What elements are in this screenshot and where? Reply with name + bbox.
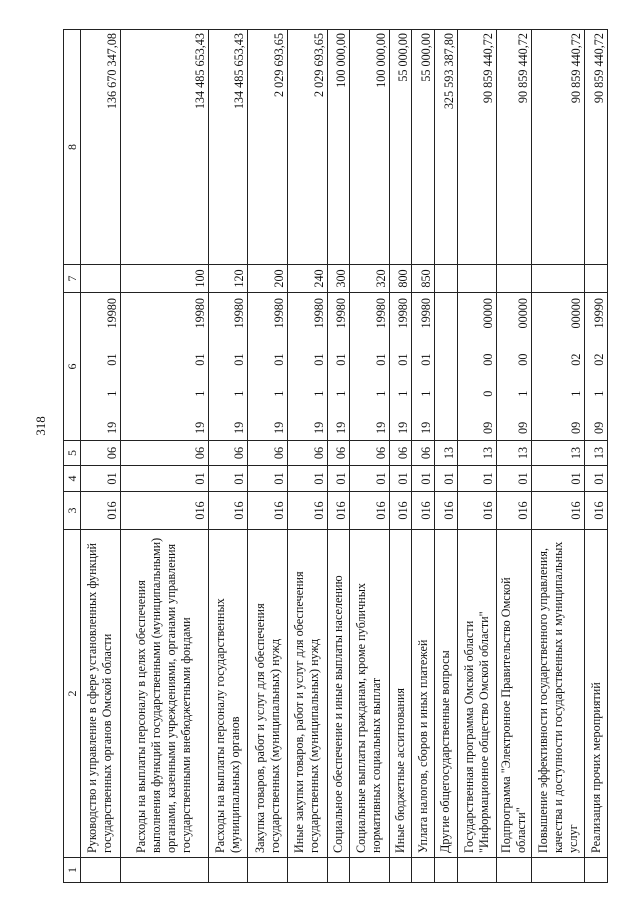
subsection-code-cell: 13 bbox=[457, 441, 497, 466]
amount-cell: 100 000,00 bbox=[350, 30, 390, 265]
row-number-cell bbox=[497, 858, 532, 883]
table-row bbox=[120, 30, 208, 883]
code-part: 09 bbox=[481, 421, 496, 434]
code-part: 00 bbox=[516, 353, 531, 366]
section-code-cell: 01 bbox=[81, 466, 121, 492]
target-article-cell bbox=[434, 293, 457, 441]
target-article-code bbox=[481, 293, 496, 440]
section-code-cell: 01 bbox=[248, 466, 288, 492]
row-number-cell bbox=[585, 858, 608, 883]
header-cell: 7 bbox=[64, 265, 81, 293]
target-article-code bbox=[105, 293, 120, 440]
code-part: 19980 bbox=[192, 298, 207, 329]
table-row bbox=[208, 30, 248, 883]
target-article-cell bbox=[532, 293, 585, 441]
expense-type-cell bbox=[497, 265, 532, 293]
code-part: 19980 bbox=[396, 298, 411, 329]
page-number: 318 bbox=[33, 416, 48, 436]
subsection-code-cell: 06 bbox=[350, 441, 390, 466]
header-cell: 3 bbox=[64, 492, 81, 530]
header-cell: 5 bbox=[64, 441, 81, 466]
expense-type-cell: 100 bbox=[120, 265, 208, 293]
code-part: 09 bbox=[516, 421, 531, 434]
header-cell: 2 bbox=[64, 530, 81, 858]
admin-code-cell: 016 bbox=[585, 492, 608, 530]
target-article-cell bbox=[81, 293, 121, 441]
admin-code-cell: 016 bbox=[532, 492, 585, 530]
code-part: 1 bbox=[396, 390, 411, 397]
item-name-cell: Закупка товаров, работ и услуг для обеспечения государственных (муниципальных) нужд bbox=[248, 530, 288, 858]
subsection-code-cell: 06 bbox=[208, 441, 248, 466]
item-name-cell: Государственная программа Омской области "Информационное общество Омской области" bbox=[457, 530, 497, 858]
admin-code-cell: 016 bbox=[389, 492, 412, 530]
amount-cell: 90 859 440,72 bbox=[497, 30, 532, 265]
header-row bbox=[64, 30, 81, 883]
section-code-cell: 01 bbox=[389, 466, 412, 492]
code-part: 19 bbox=[192, 421, 207, 434]
row-number-cell bbox=[532, 858, 585, 883]
section-code-cell: 01 bbox=[434, 466, 457, 492]
section-code-cell: 01 bbox=[208, 466, 248, 492]
table-row bbox=[81, 30, 121, 883]
code-part: 00000 bbox=[516, 298, 531, 329]
row-number-cell bbox=[457, 858, 497, 883]
code-part: 19980 bbox=[311, 298, 326, 329]
rotated-page bbox=[63, 30, 608, 883]
table-row bbox=[350, 30, 390, 883]
code-part: 01 bbox=[311, 353, 326, 366]
item-name-cell: Повышение эффективности государственного управления, качества и доступности государственных и муниципальных услуг bbox=[532, 530, 585, 858]
code-part: 01 bbox=[104, 353, 119, 366]
code-part: 00000 bbox=[481, 298, 496, 329]
item-name-cell: Иные закупки товаров, работ и услуг для обеспечения государственных (муниципальных) нужд bbox=[287, 530, 327, 858]
code-part: 01 bbox=[396, 353, 411, 366]
admin-code-cell: 016 bbox=[327, 492, 350, 530]
row-number-cell bbox=[120, 858, 208, 883]
subsection-code-cell: 06 bbox=[248, 441, 288, 466]
item-name-cell: Уплата налогов, сборов и иных платежей bbox=[412, 530, 435, 858]
table-row bbox=[497, 30, 532, 883]
item-name-cell: Социальное обеспечение и иные выплаты населению bbox=[327, 530, 350, 858]
section-code-cell: 01 bbox=[327, 466, 350, 492]
expense-type-cell: 800 bbox=[389, 265, 412, 293]
code-part: 19980 bbox=[418, 298, 433, 329]
item-name-cell: Иные бюджетные ассигнования bbox=[389, 530, 412, 858]
amount-cell: 325 593 387,80 bbox=[434, 30, 457, 265]
header-cell: 1 bbox=[64, 858, 81, 883]
target-article-code bbox=[232, 293, 247, 440]
subsection-code-cell: 06 bbox=[412, 441, 435, 466]
target-article-code bbox=[334, 293, 349, 440]
code-part: 19 bbox=[373, 421, 388, 434]
expense-type-cell bbox=[81, 265, 121, 293]
section-code-cell: 01 bbox=[585, 466, 608, 492]
header-cell: 8 bbox=[64, 30, 81, 265]
row-number-cell bbox=[389, 858, 412, 883]
table-row bbox=[327, 30, 350, 883]
expense-type-cell bbox=[532, 265, 585, 293]
amount-cell: 55 000,00 bbox=[412, 30, 435, 265]
amount-cell: 134 485 653,43 bbox=[208, 30, 248, 265]
target-article-code bbox=[592, 293, 607, 440]
amount-cell: 55 000,00 bbox=[389, 30, 412, 265]
section-code-cell: 01 bbox=[412, 466, 435, 492]
admin-code-cell: 016 bbox=[287, 492, 327, 530]
code-part: 19980 bbox=[271, 298, 286, 329]
header-cell: 4 bbox=[64, 466, 81, 492]
code-part: 1 bbox=[418, 390, 433, 397]
expense-type-cell: 300 bbox=[327, 265, 350, 293]
subsection-code-cell: 13 bbox=[585, 441, 608, 466]
target-article-code bbox=[516, 293, 531, 440]
section-code-cell: 01 bbox=[287, 466, 327, 492]
subsection-code-cell: 13 bbox=[532, 441, 585, 466]
table-row bbox=[457, 30, 497, 883]
code-part: 01 bbox=[334, 353, 349, 366]
code-part: 02 bbox=[592, 353, 606, 366]
admin-code-cell: 016 bbox=[350, 492, 390, 530]
admin-code-cell: 016 bbox=[248, 492, 288, 530]
budget-table bbox=[63, 29, 608, 883]
expense-type-cell: 240 bbox=[287, 265, 327, 293]
row-number-cell bbox=[287, 858, 327, 883]
target-article-cell bbox=[585, 293, 608, 441]
subsection-code-cell: 06 bbox=[120, 441, 208, 466]
target-article-cell bbox=[497, 293, 532, 441]
table-body bbox=[81, 30, 608, 883]
row-number-cell bbox=[208, 858, 248, 883]
admin-code-cell: 016 bbox=[120, 492, 208, 530]
item-name-cell: Социальные выплаты гражданам, кроме публичных нормативных социальных выплат bbox=[350, 530, 390, 858]
item-name-cell: Реализация прочих мероприятий bbox=[585, 530, 608, 858]
target-article-code bbox=[396, 293, 411, 440]
target-article-cell bbox=[350, 293, 390, 441]
admin-code-cell: 016 bbox=[81, 492, 121, 530]
target-article-code bbox=[193, 293, 208, 440]
target-article-cell bbox=[287, 293, 327, 441]
code-part: 09 bbox=[592, 421, 606, 434]
target-article-code bbox=[272, 293, 287, 440]
code-part: 1 bbox=[569, 390, 584, 397]
table-row bbox=[585, 30, 608, 883]
amount-cell: 90 859 440,72 bbox=[457, 30, 497, 265]
expense-type-cell: 200 bbox=[248, 265, 288, 293]
expense-type-cell bbox=[457, 265, 497, 293]
code-part: 19 bbox=[418, 421, 433, 434]
row-number-cell bbox=[350, 858, 390, 883]
section-code-cell: 01 bbox=[350, 466, 390, 492]
code-part: 01 bbox=[192, 353, 207, 366]
row-number-cell bbox=[81, 858, 121, 883]
item-name-cell: Подпрограмма "Электронное Правительство Омской области" bbox=[497, 530, 532, 858]
row-number-cell bbox=[434, 858, 457, 883]
amount-cell: 100 000,00 bbox=[327, 30, 350, 265]
code-part: 0 bbox=[481, 390, 496, 397]
admin-code-cell: 016 bbox=[457, 492, 497, 530]
code-part: 19980 bbox=[334, 298, 349, 329]
amount-cell: 90 859 440,72 bbox=[585, 30, 608, 265]
section-code-cell: 01 bbox=[532, 466, 585, 492]
code-part: 1 bbox=[232, 390, 247, 397]
amount-cell: 2 029 693,65 bbox=[287, 30, 327, 265]
code-part: 01 bbox=[418, 353, 433, 366]
admin-code-cell: 016 bbox=[497, 492, 532, 530]
code-part: 09 bbox=[569, 421, 584, 434]
amount-cell: 90 859 440,72 bbox=[532, 30, 585, 265]
subsection-code-cell: 06 bbox=[389, 441, 412, 466]
target-article-cell bbox=[248, 293, 288, 441]
row-number-cell bbox=[412, 858, 435, 883]
code-part: 01 bbox=[232, 353, 247, 366]
admin-code-cell: 016 bbox=[208, 492, 248, 530]
subsection-code-cell: 06 bbox=[81, 441, 121, 466]
code-part: 19 bbox=[311, 421, 326, 434]
target-article-cell bbox=[327, 293, 350, 441]
code-part: 19 bbox=[334, 421, 349, 434]
code-part: 19 bbox=[104, 421, 119, 434]
code-part: 01 bbox=[271, 353, 286, 366]
table-row bbox=[389, 30, 412, 883]
code-part: 1 bbox=[271, 390, 286, 397]
admin-code-cell: 016 bbox=[434, 492, 457, 530]
code-part: 19 bbox=[232, 421, 247, 434]
section-code-cell: 01 bbox=[457, 466, 497, 492]
target-article-code bbox=[419, 293, 434, 440]
amount-cell: 134 485 653,43 bbox=[120, 30, 208, 265]
code-part: 1 bbox=[192, 390, 207, 397]
code-part: 19980 bbox=[104, 298, 119, 329]
item-name-cell: Расходы на выплаты персоналу в целях обеспечения выполнения функций государственными (муниципальными) органами, казенными учреждениями, органами управления государственными внебюджетными фондами bbox=[120, 530, 208, 858]
code-part: 1 bbox=[516, 390, 531, 397]
item-name-cell: Другие общегосударственные вопросы bbox=[434, 530, 457, 858]
code-part: 19 bbox=[396, 421, 411, 434]
target-article-cell bbox=[457, 293, 497, 441]
expense-type-cell bbox=[585, 265, 608, 293]
code-part: 1 bbox=[373, 390, 388, 397]
code-part: 19 bbox=[271, 421, 286, 434]
code-part: 00000 bbox=[569, 298, 584, 329]
header-cell: 6 bbox=[64, 293, 81, 441]
code-part: 00 bbox=[481, 353, 496, 366]
table-row bbox=[532, 30, 585, 883]
table-row bbox=[248, 30, 288, 883]
target-article-code bbox=[374, 293, 389, 440]
section-code-cell: 01 bbox=[120, 466, 208, 492]
target-article-cell bbox=[120, 293, 208, 441]
expense-type-cell: 120 bbox=[208, 265, 248, 293]
expense-type-cell: 320 bbox=[350, 265, 390, 293]
subsection-code-cell: 13 bbox=[434, 441, 457, 466]
target-article-cell bbox=[208, 293, 248, 441]
table-row bbox=[287, 30, 327, 883]
row-number-cell bbox=[327, 858, 350, 883]
code-part: 1 bbox=[311, 390, 326, 397]
code-part: 19990 bbox=[592, 298, 606, 329]
table-row bbox=[412, 30, 435, 883]
expense-type-cell: 850 bbox=[412, 265, 435, 293]
code-part: 19980 bbox=[232, 298, 247, 329]
subsection-code-cell: 06 bbox=[287, 441, 327, 466]
code-part: 19980 bbox=[373, 298, 388, 329]
item-name-cell: Руководство и управление в сфере установленных функций государственных органов Омской области bbox=[81, 530, 121, 858]
code-part: 1 bbox=[592, 390, 606, 397]
code-part: 1 bbox=[104, 390, 119, 397]
table-row bbox=[434, 30, 457, 883]
item-name-cell: Расходы на выплаты персоналу государственных (муниципальных) органов bbox=[208, 530, 248, 858]
amount-cell: 2 029 693,65 bbox=[248, 30, 288, 265]
code-part: 01 bbox=[373, 353, 388, 366]
subsection-code-cell: 13 bbox=[497, 441, 532, 466]
target-article-code bbox=[569, 293, 584, 440]
expense-type-cell bbox=[434, 265, 457, 293]
subsection-code-cell: 06 bbox=[327, 441, 350, 466]
section-code-cell: 01 bbox=[497, 466, 532, 492]
code-part: 1 bbox=[334, 390, 349, 397]
row-number-cell bbox=[248, 858, 288, 883]
target-article-code bbox=[312, 293, 327, 440]
amount-cell: 136 670 347,08 bbox=[81, 30, 121, 265]
admin-code-cell: 016 bbox=[412, 492, 435, 530]
code-part: 02 bbox=[569, 353, 584, 366]
target-article-cell bbox=[412, 293, 435, 441]
target-article-cell bbox=[389, 293, 412, 441]
